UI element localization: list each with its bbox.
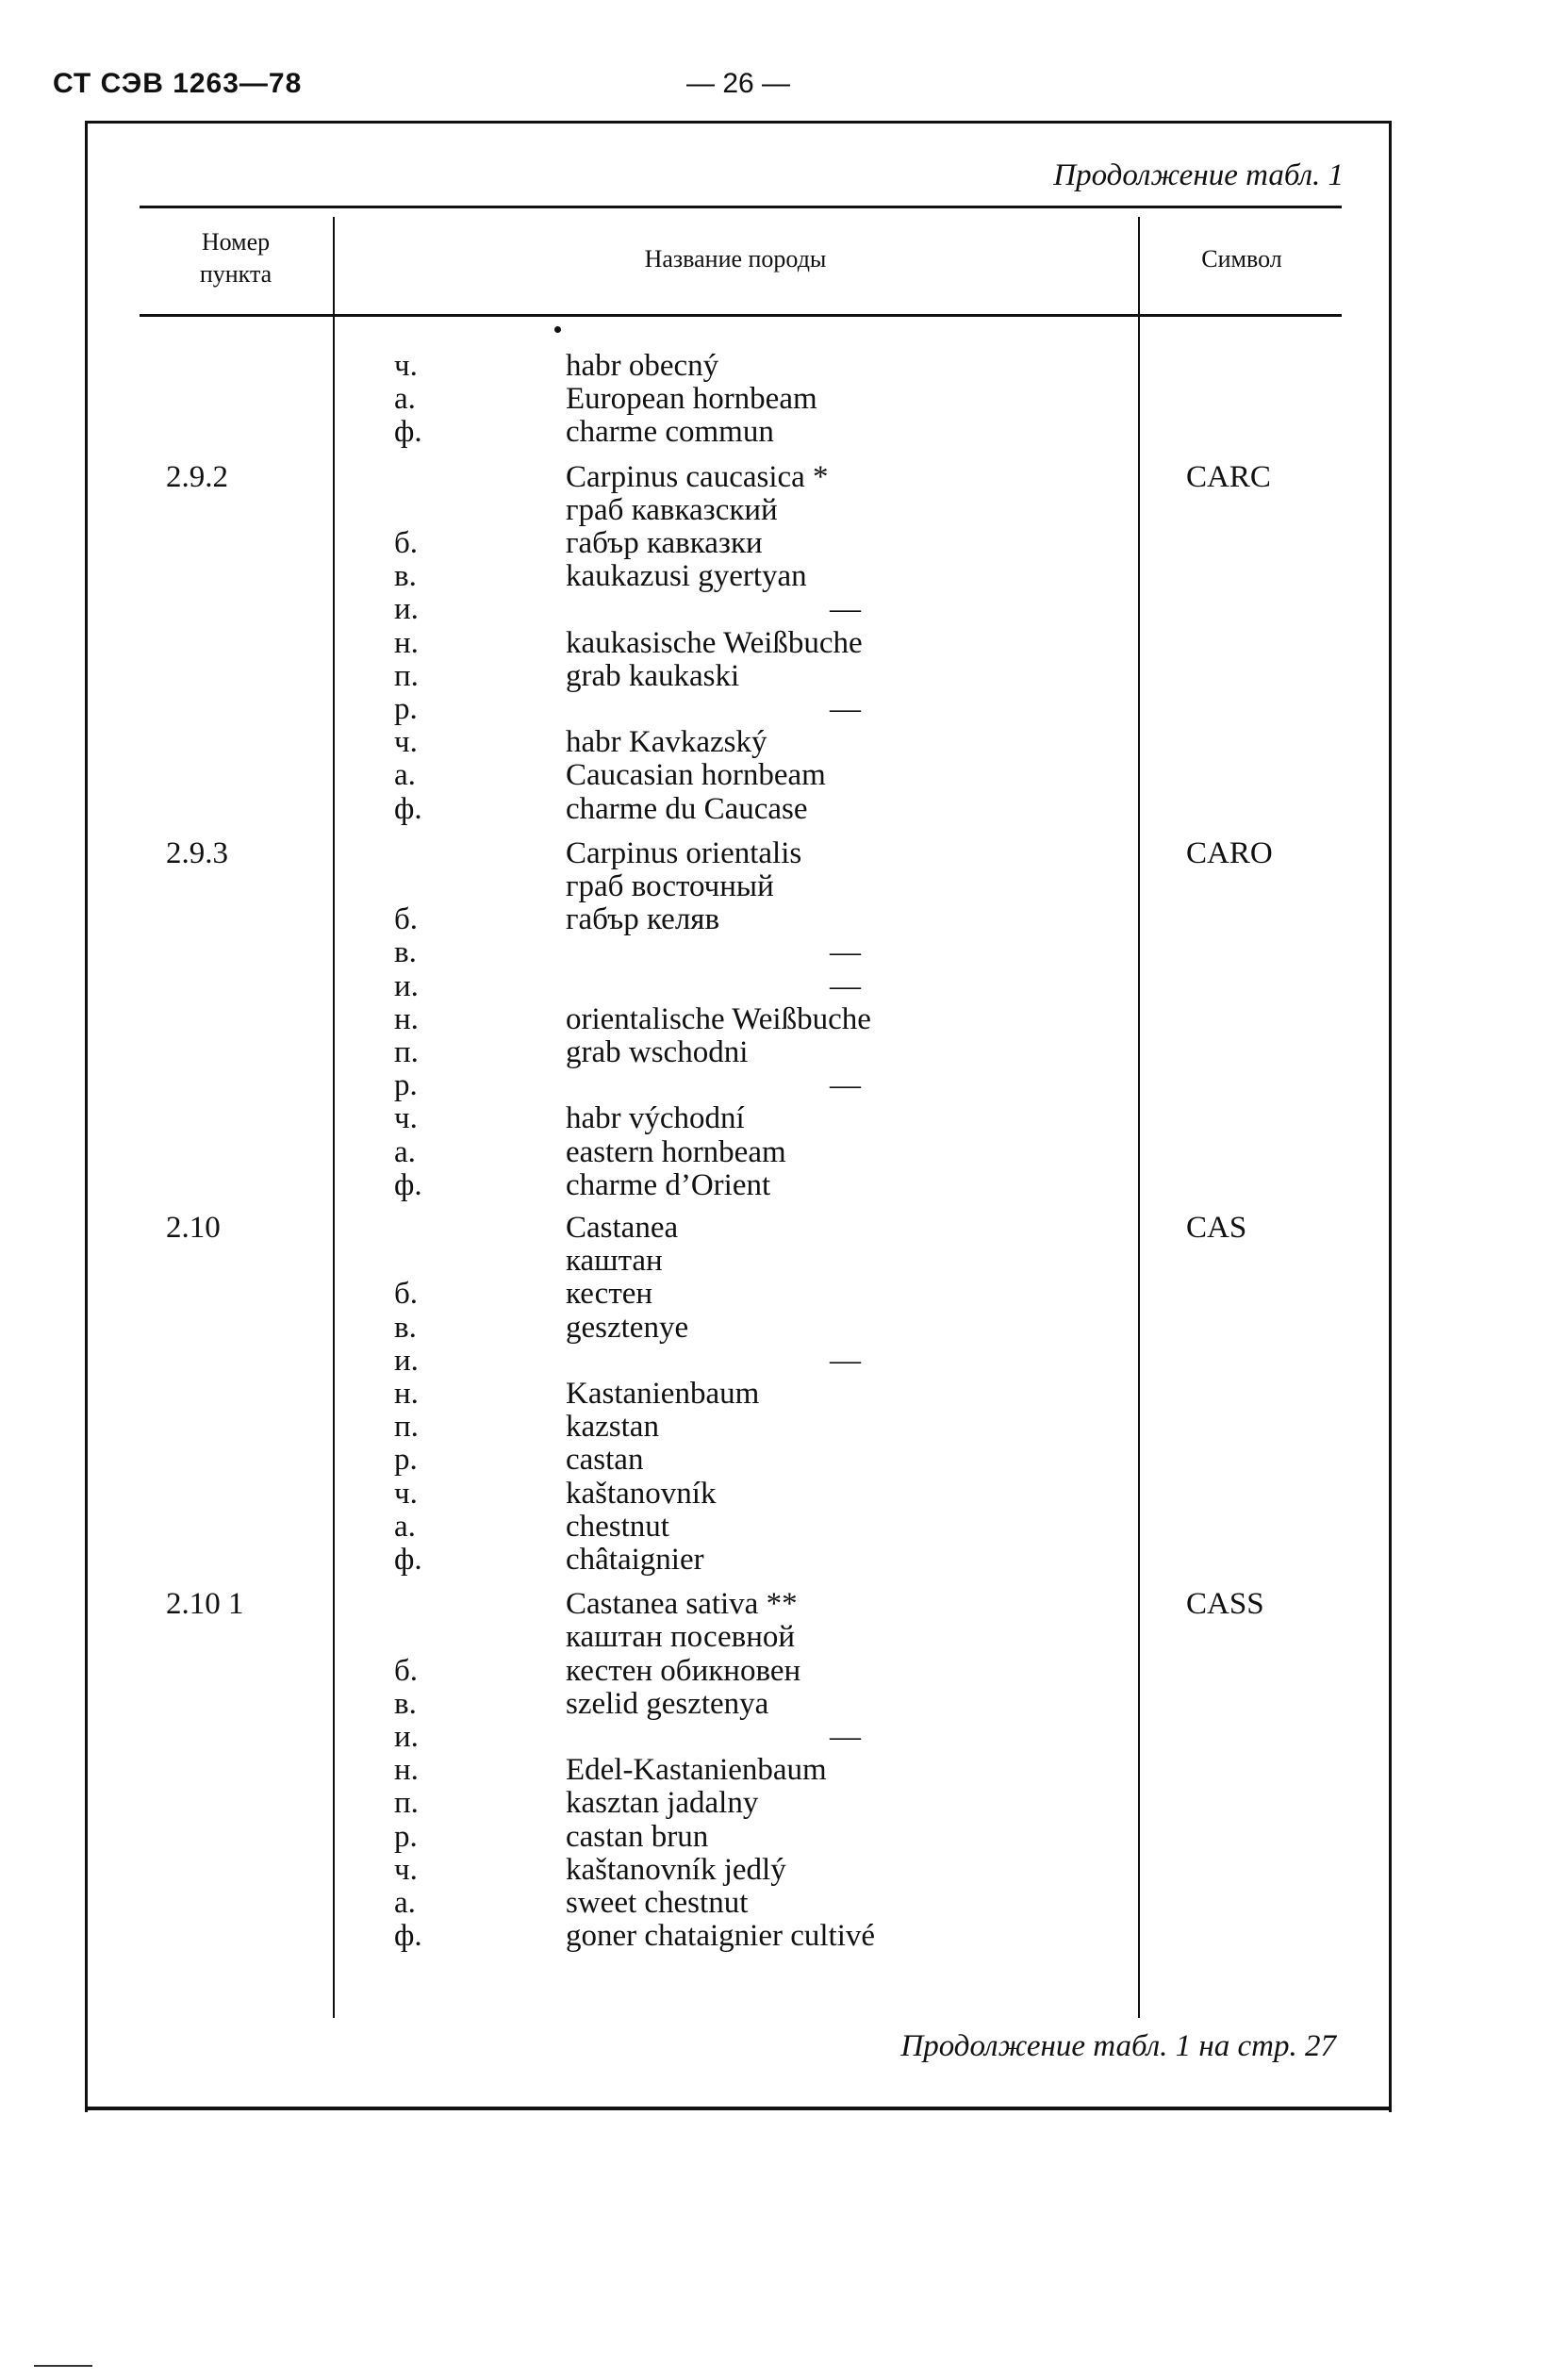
frame-right-border (1389, 121, 1392, 2112)
species-name: Kastanienbaum (566, 1377, 760, 1411)
document-code: СТ СЭВ 1263—78 (53, 68, 303, 99)
language-abbr: б. (394, 1653, 419, 1688)
section-symbol: CARO (1186, 835, 1273, 870)
empty-name-dash: — (830, 1343, 861, 1378)
table-continuation-note: Продолжение табл. 1 (1053, 158, 1344, 192)
page-number: — 26 — (686, 68, 791, 99)
language-abbr: ч. (394, 1852, 418, 1887)
empty-name-dash: — (830, 592, 861, 627)
section-number: 2.10 (166, 1211, 221, 1245)
empty-name-dash: — (830, 1068, 861, 1103)
language-abbr: ф. (394, 1167, 422, 1202)
species-name: kasztan jadalny (566, 1786, 759, 1821)
species-name: charme commun (566, 415, 774, 450)
section-number: 2.9.2 (166, 459, 228, 494)
species-name: habr východní (566, 1101, 745, 1136)
column-divider-1 (333, 217, 335, 2018)
header-number-line-2: пункта (199, 260, 272, 288)
empty-name-dash: — (830, 968, 861, 1003)
language-abbr: а. (394, 1886, 416, 1920)
language-abbr: а. (394, 1509, 416, 1544)
species-name: gesztenye (566, 1310, 689, 1345)
language-abbr: п. (394, 1410, 419, 1445)
species-name: châtaignier (566, 1543, 704, 1577)
language-abbr: ф. (394, 1919, 422, 1954)
language-abbr: ф. (394, 1543, 422, 1577)
language-abbr: в. (394, 559, 417, 594)
species-name: Caucasian hornbeam (566, 758, 826, 793)
language-abbr: р. (394, 1068, 418, 1103)
table-header-rule (140, 314, 1342, 317)
species-name: габър келяв (566, 902, 720, 937)
frame-bottom-border (85, 2107, 1392, 2110)
language-abbr: ф. (394, 791, 422, 826)
empty-name-dash: — (830, 1720, 861, 1754)
species-name: Carpinus orientalis (566, 835, 802, 870)
species-name: каштан (566, 1244, 663, 1279)
header-symbol-column: Символ (1201, 245, 1282, 273)
language-abbr: в. (394, 1686, 417, 1721)
language-abbr: б. (394, 1277, 419, 1312)
language-abbr: п. (394, 1035, 419, 1069)
species-name: kaštanovník jedlý (566, 1852, 786, 1887)
species-name: граб кавказский (566, 492, 778, 527)
species-name: Edel-Kastanienbaum (566, 1753, 827, 1788)
language-abbr: п. (394, 658, 419, 693)
section-symbol: CAS (1186, 1211, 1247, 1245)
frame-left-border (85, 123, 88, 2112)
language-abbr: ч. (394, 1476, 418, 1511)
frame-top-border (85, 121, 1391, 124)
species-name: kaštanovník (566, 1476, 717, 1511)
species-name: castan (566, 1443, 644, 1478)
header-number-column (141, 226, 330, 290)
language-abbr: р. (394, 692, 418, 726)
language-abbr: а. (394, 758, 416, 793)
document-header (0, 68, 1551, 124)
species-name: габър кавказки (566, 526, 763, 560)
species-name: kazstan (566, 1410, 659, 1445)
table-continued-note: Продолжение табл. 1 на стр. 27 (900, 2029, 1336, 2063)
species-name: Carpinus caucasica * (566, 459, 829, 494)
species-name: habr Kavkazský (566, 725, 767, 760)
language-abbr: и. (394, 592, 419, 627)
species-name: castan brun (566, 1819, 709, 1854)
language-abbr: р. (394, 1819, 418, 1854)
species-name: goner chataignier cultivé (566, 1919, 876, 1954)
empty-name-dash: — (830, 692, 861, 726)
species-name: szelid gesztenya (566, 1686, 769, 1721)
table-top-rule (140, 206, 1342, 208)
language-abbr: р. (394, 1443, 418, 1478)
species-name: habr obecný (566, 349, 719, 383)
section-number: 2.10 1 (166, 1587, 244, 1622)
species-name: sweet chestnut (566, 1886, 749, 1920)
language-abbr: н. (394, 1377, 419, 1411)
species-name: каштан посевной (566, 1620, 796, 1655)
footnote-dot-mark (554, 326, 561, 333)
language-abbr: б. (394, 526, 419, 560)
language-abbr: н. (394, 1753, 419, 1788)
species-name: kaukazusi gyertyan (566, 559, 807, 594)
language-abbr: а. (394, 1134, 416, 1169)
species-name: orientalische Weißbuche (566, 1001, 871, 1036)
species-name: Castanea (566, 1211, 679, 1245)
species-name: grab wschodni (566, 1035, 749, 1069)
header-name-column: Название породы (644, 245, 827, 273)
species-name: граб восточный (566, 869, 774, 903)
language-abbr: а. (394, 382, 416, 417)
language-abbr: и. (394, 968, 419, 1003)
language-abbr: в. (394, 935, 417, 970)
language-abbr: ч. (394, 1101, 418, 1136)
language-abbr: и. (394, 1720, 419, 1754)
language-abbr: ф. (394, 415, 422, 450)
language-abbr: н. (394, 1001, 419, 1036)
species-name: charme du Caucase (566, 791, 808, 826)
section-number: 2.9.3 (166, 835, 228, 870)
species-name: European hornbeam (566, 382, 817, 417)
language-abbr: б. (394, 902, 419, 937)
section-symbol: CARC (1186, 459, 1271, 494)
species-name: eastern hornbeam (566, 1134, 786, 1169)
species-name: kaukasische Weißbuche (566, 625, 863, 660)
header-number-line-1: Номер (201, 228, 271, 256)
species-name: grab kaukaski (566, 658, 740, 693)
language-abbr: и. (394, 1343, 419, 1378)
language-abbr: п. (394, 1786, 419, 1821)
species-name: кестен обикновен (566, 1653, 801, 1688)
language-abbr: в. (394, 1310, 417, 1345)
species-name: chestnut (566, 1509, 669, 1544)
language-abbr: н. (394, 625, 419, 660)
species-name: Castanea sativa ** (566, 1587, 798, 1622)
column-divider-2 (1138, 217, 1140, 2018)
empty-name-dash: — (830, 935, 861, 970)
section-symbol: CASS (1186, 1587, 1264, 1622)
language-abbr: ч. (394, 725, 418, 760)
species-name: charme d’Orient (566, 1167, 771, 1202)
species-name: кестен (566, 1277, 653, 1312)
language-abbr: ч. (394, 349, 418, 383)
scan-mark (34, 2365, 92, 2367)
